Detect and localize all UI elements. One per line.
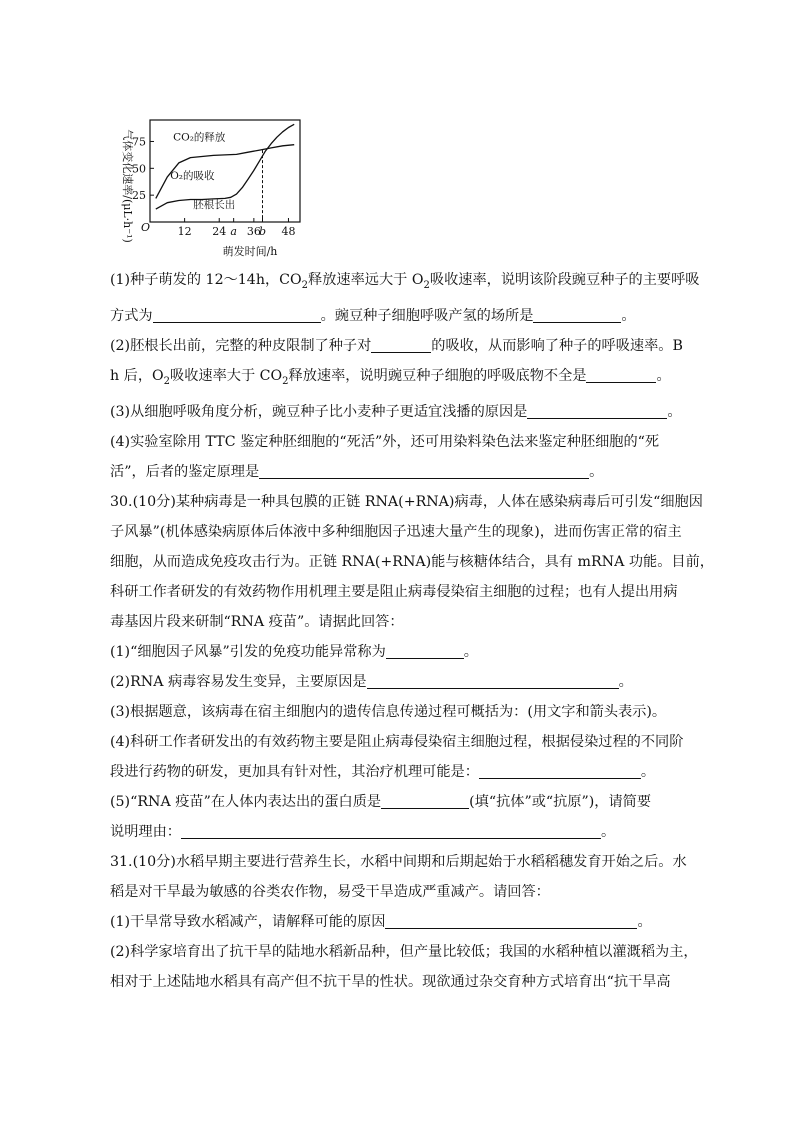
q29-2-line1: (2)胚根长出前，完整的种皮限制了种子对 的吸收，从而影响了种子的呼吸速率。B — [110, 337, 683, 354]
y-axis-label: 气体变化速率/(μL·h⁻¹) — [121, 129, 134, 243]
series-label-o2: O₂的吸收 — [170, 170, 215, 183]
q30-4-line1: (4)科研工作者研发出的有效药物主要是阻止病毒侵染宿主细胞过程，根据侵染过程的不同阶 — [110, 733, 684, 750]
x-tick-label: 12 — [177, 225, 192, 238]
x-tick-label: b — [258, 225, 267, 238]
q30-intro-2: 子风暴”(机体感染病原体后体液中多种细胞因子迅速大量产生的现象)，进而伤害正常的宿主 — [110, 523, 682, 540]
answer-blank[interactable] — [153, 308, 321, 323]
gas-rate-chart — [110, 112, 305, 260]
chart-svg — [110, 112, 305, 260]
q29-2-line2: h 后，$O_2$吸收速率大于 $CO_2$释放速率，说明豌豆种子细胞的呼吸底物不全是 。 — [110, 367, 671, 387]
answer-blank[interactable] — [386, 644, 464, 659]
q29-1-line2: 方式为 。豌豆种子细胞呼吸产氢的场所是 。 — [110, 307, 636, 324]
q29-1-line1: (1)种子萌发的 12～14h，$CO_2$释放速率远大于 $O_2$吸收速率，说明该阶段豌豆种子的主要呼吸 — [110, 272, 700, 291]
q30-intro-5: 毒基因片段来研制“RNA 疫苗”。请据此回答： — [110, 613, 404, 630]
q30-intro-1: 30.(10分)某种病毒是一种具包膜的正链 RNA(+RNA)病毒，人体在感染病毒后可引发“细胞因 — [110, 493, 703, 510]
q31-2-line2: 相对于上述陆地水稻具有高产但不抗干旱的性状。现欲通过杂交育种方式培育出“抗干旱高 — [110, 973, 671, 990]
answer-blank[interactable] — [371, 338, 431, 353]
x-tick-label: 24 — [212, 225, 227, 238]
answer-blank[interactable] — [533, 308, 621, 323]
q30-5-line1: (5)“RNA 疫苗”在人体内表达出的蛋白质是 (填“抗体”或“抗原”)，请简要 — [110, 793, 652, 810]
q30-3: (3)根据题意，该病毒在宿主细胞内的遗传信息传递过程可概括为：(用文字和箭头表示)。 — [110, 703, 667, 720]
y-tick-label: 25 — [132, 189, 146, 203]
q31-intro-2: 稻是对干旱最为敏感的谷类农作物，易受干旱造成严重减产。请回答： — [110, 883, 550, 900]
q31-1: (1)干旱常导致水稻减产，请解释可能的原因 。 — [110, 913, 652, 930]
q29-3: (3)从细胞呼吸角度分析，豌豆种子比小麦种子更适宜浅播的原因是 。 — [110, 403, 682, 420]
q31-2-line1: (2)科学家培育出了抗干旱的陆地水稻新品种，但产量比较低；我国的水稻种植以灌溉稻为主， — [110, 943, 698, 960]
series-label-co2: CO₂的释放 — [173, 131, 226, 144]
x-axis-label: 萌发时间/h — [222, 245, 278, 258]
q29-4-line2: 活”，后者的鉴定原理是 。 — [110, 463, 604, 480]
y-tick-label: 75 — [132, 135, 146, 149]
q29-4-line1: (4)实验室除用 TTC 鉴定种胚细胞的“死活”外，还可用染料染色法来鉴定种胚细胞的“死 — [110, 433, 660, 450]
answer-blank[interactable] — [586, 368, 656, 383]
q30-2: (2)RNA 病毒容易发生变异，主要原因是 。 — [110, 673, 633, 690]
x-tick-label: a — [230, 225, 237, 238]
answer-blank[interactable] — [259, 464, 589, 479]
document-body — [110, 266, 714, 990]
answer-blank[interactable] — [381, 794, 469, 809]
answer-blank[interactable] — [479, 764, 641, 779]
answer-blank[interactable] — [367, 674, 619, 689]
q30-4-line2: 段进行药物的研发，更加具有针对性，其治疗机理可能是： 。 — [110, 763, 656, 780]
y-tick-label: 50 — [132, 162, 146, 176]
x-tick-label: 48 — [281, 225, 296, 238]
x-ticks — [178, 218, 296, 238]
x-tick-label: 36 — [246, 225, 261, 238]
y-ticks — [132, 135, 154, 202]
q31-intro-1: 31.(10分)水稻早期主要进行营养生长，水稻中间期和后期起始于水稻稻穗发育开始之后。水 — [110, 853, 687, 870]
answer-blank[interactable] — [385, 914, 637, 929]
answer-blank[interactable] — [527, 404, 667, 419]
q30-5-line2: 说明理由： 。 — [110, 823, 616, 840]
answer-blank[interactable] — [181, 824, 601, 839]
q30-intro-3: 细胞，从而造成免疫攻击行为。正链 RNA(+RNA)能与核糖体结合，具有 mRNA 功能。目前， — [110, 553, 714, 570]
q30-1: (1)“细胞因子风暴”引发的免疫功能异常称为 。 — [110, 643, 478, 660]
origin-label: O — [141, 221, 151, 234]
annotation-root-emergence: 胚根长出 — [193, 199, 236, 212]
q30-intro-4: 科研工作者研发的有效药物作用机理主要是阻止病毒侵染宿主细胞的过程；也有人提出用病 — [110, 583, 678, 600]
